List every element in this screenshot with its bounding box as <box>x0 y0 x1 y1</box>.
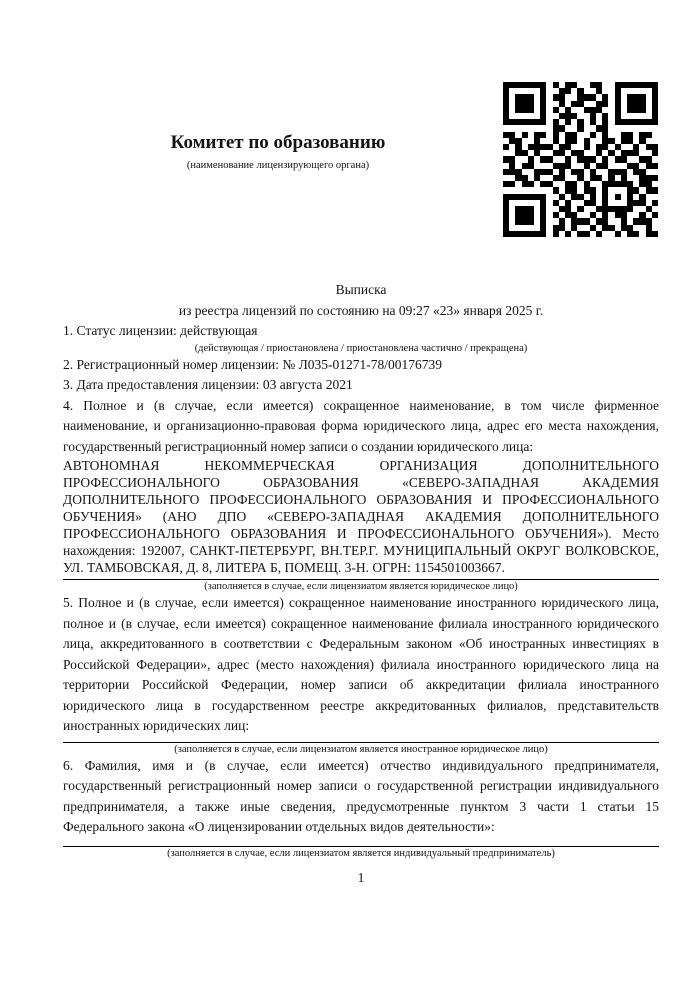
entrepreneur-item: 6. Фамилия, имя и (в случае, если имеется) отчество индивидуального предпринимателя, государственный регистрационный номер записи о государственной регистрации индивидуального предпринимателя, а также иные сведения, предусмотренные пунктом 3 части 1 статьи 15 Федерального закона «О лицензировании отдельных видов деятельности»: <box>63 757 659 834</box>
licensing-authority-caption: (наименование лицензирующего органа) <box>186 160 370 171</box>
foreign-entity-caption: (заполняется в случае, если лицензиатом является иностранное юридическое лицо) <box>174 743 548 755</box>
status-caption: (действующая / приостановлена / приостановлена частично / прекращена) <box>194 342 528 354</box>
status-item: 1. Статус лицензии: действующая <box>63 323 258 338</box>
registration-number-item: 2. Регистрационный номер лицензии: № Л035-01271-78/00176739 <box>63 356 443 372</box>
legal-entity-caption: (заполняется в случае, если лицензиатом является юридическое лицо) <box>204 581 518 592</box>
licensing-authority-name: Комитет по образованию <box>170 132 386 153</box>
extract-date-line: из реестра лицензий по состоянию на 09:27 «23» января 2025 г. <box>178 302 544 318</box>
licensing-authority-header <box>63 131 493 172</box>
legal-entity-value: АВТОНОМНАЯ НЕКОММЕРЧЕСКАЯ ОРГАНИЗАЦИЯ ДОПОЛНИТЕЛЬНОГО ПРОФЕССИОНАЛЬНОГО ОБРАЗОВАНИЯ «СЕВЕРО-ЗАПАДНАЯ АКАДЕМИЯ ДОПОЛНИТЕЛЬНОГО ПРОФЕССИОНАЛЬНОГО ОБРАЗОВАНИЯ И ПРОФЕССИОНАЛЬНОГО ОБУЧЕНИЯ» (АНО ДПО «СЕВЕРО-ЗАПАДНАЯ АКАДЕМИЯ ДОПОЛНИТЕЛЬНОГО ПРОФЕССИОНАЛЬНОГО ОБРАЗОВАНИЯ И ПРОФЕССИОНАЛЬНОГО ОБУЧЕНИЯ»). Место нахождения: 192007, САНКТ-ПЕТЕРБУРГ, ВН.ТЕР.Г. МУНИЦИПАЛЬНЫЙ ОКРУГ ВОЛКОВСКОЕ, УЛ. ТАМБОВСКАЯ, Д. 8, ЛИТЕРА Б, ПОМЕЩ. 3-Н. ОГРН: 1154501003667. <box>63 458 659 575</box>
document-body <box>63 280 659 888</box>
page-number: 1 <box>357 869 365 885</box>
entrepreneur-caption: (заполняется в случае, если лицензиатом является индивидуальный предприниматель) <box>167 847 555 859</box>
extract-title: Выписка <box>335 282 387 297</box>
qr-code-icon <box>503 82 658 237</box>
foreign-entity-item: 5. Полное и (в случае, если имеется) сокращенное наименование иностранного юридического лица, полное и (в случае, если имеется) сокращенное наименование филиала иностранного юридического лица, аккредитованного в соответствии с Федеральным законом «Об иностранных инвестициях в Российской Федерации», адрес (место нахождения) филиала иностранного юридического лица на территории Российской Федерации, номер записи об аккредитации филиала иностранного юридического лица в государственном реестре аккредитованных филиалов, представительств иностранных юридических лиц: <box>63 595 659 733</box>
legal-entity-item: 4. Полное и (в случае, если имеется) сокращенное наименование, в том числе фирменное наименование, и организационно-правовая форма юридического лица, адрес его места нахождения, государственный регистрационный номер записи о создании юридического лица: <box>63 397 659 454</box>
grant-date-item: 3. Дата предоставления лицензии: 03 августа 2021 <box>63 377 353 392</box>
